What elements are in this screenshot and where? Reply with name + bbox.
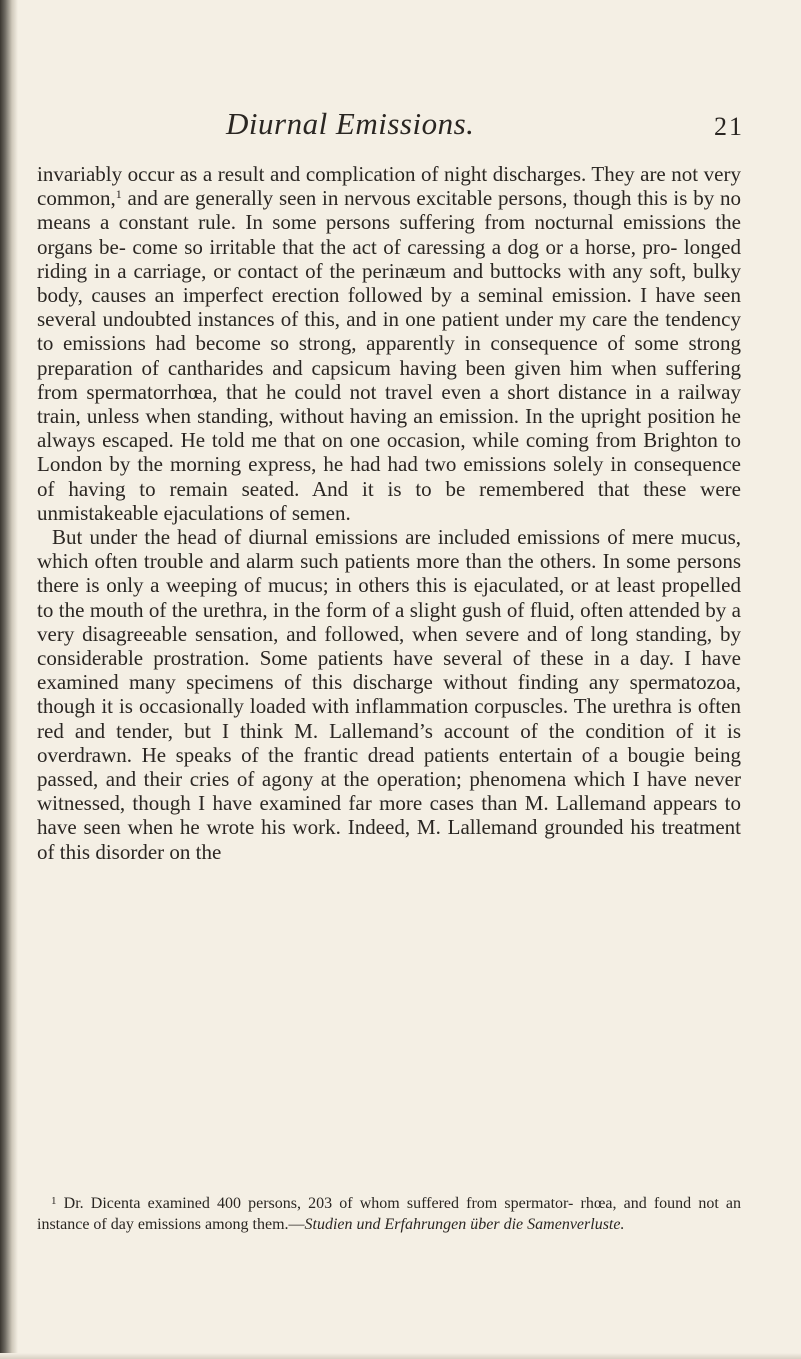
page-bottom-edge [0,1353,801,1359]
paragraph-1-text-b: and are generally seen in nervous excitable persons, though this is by no means a constant rule. In some persons suffering from nocturnal emissions the organs be- come so irritable that the act of caressing a dog or a horse, pro- longed riding in a carriage, or contact of the perinæum and buttocks with any soft, bulky body, causes an imperfect erection followed by a seminal emission. I have seen several undoubted instances of this, and in one patient under my care the tendency to emissions had become so strong, apparently in consequence of some strong preparation of cantharides and capsicum having been given him when suffering from spermatorrhœa, that he could not travel even a short distance in a railway train, unless when standing, without having an emission. In the upright position he always escaped. He told me that on one occasion, while coming from Brighton to London by the morning express, he had had two emissions solely in consequence of having to remain seated. And it is to be remembered that these were unmistakeable ejaculations of semen. [37,186,741,525]
running-head: Diurnal Emissions. [226,106,475,141]
footnote-marker: 1 [51,1195,57,1207]
paragraph-2: But under the head of diurnal emissions are included emissions of mere mucus, which often trouble and alarm such patients more than the others. In some persons there is only a weeping of mucus; in others this is ejaculated, or at least propelled to the mouth of the urethra, in the form of a slight gush of fluid, often attended by a very disagreeable sensation, and followed, when severe and of long standing, by considerable prostration. Some patients have several of these in a day. I have examined many specimens of this discharge without finding any spermatozoa, though it is occasionally loaded with inflammation corpuscles. The urethra is often red and tender, but I think M. Lallemand’s account of the condition of it is overdrawn. He speaks of the frantic dread patients entertain of a bougie being passed, and their cries of agony at the operation; phenomena which I have never witnessed, though I have examined far more cases than M. Lallemand appears to have seen when he wrote his work. Indeed, M. Lallemand grounded his treatment of this disorder on the [37,525,741,864]
paragraph-1 [37,162,741,525]
paragraph-1-text-a: invariably occur as a result and complication of night discharges. They are not very common, [37,162,741,211]
page-number: 21 [714,112,744,141]
footnote-reference: 1 [115,187,122,202]
footnote-source: Studien und Erfahrungen über die Samenverluste. [304,1216,625,1233]
footnote-text: Dr. Dicenta examined 400 persons, 203 of whom suffered from spermator- rhœa, and found not an instance of day emissions among them.— [37,1195,741,1233]
footnote-paragraph [37,1191,741,1235]
footnote [37,1191,741,1235]
body-text [37,162,741,864]
page-header [0,106,801,146]
page-binding-shadow [0,0,18,1359]
